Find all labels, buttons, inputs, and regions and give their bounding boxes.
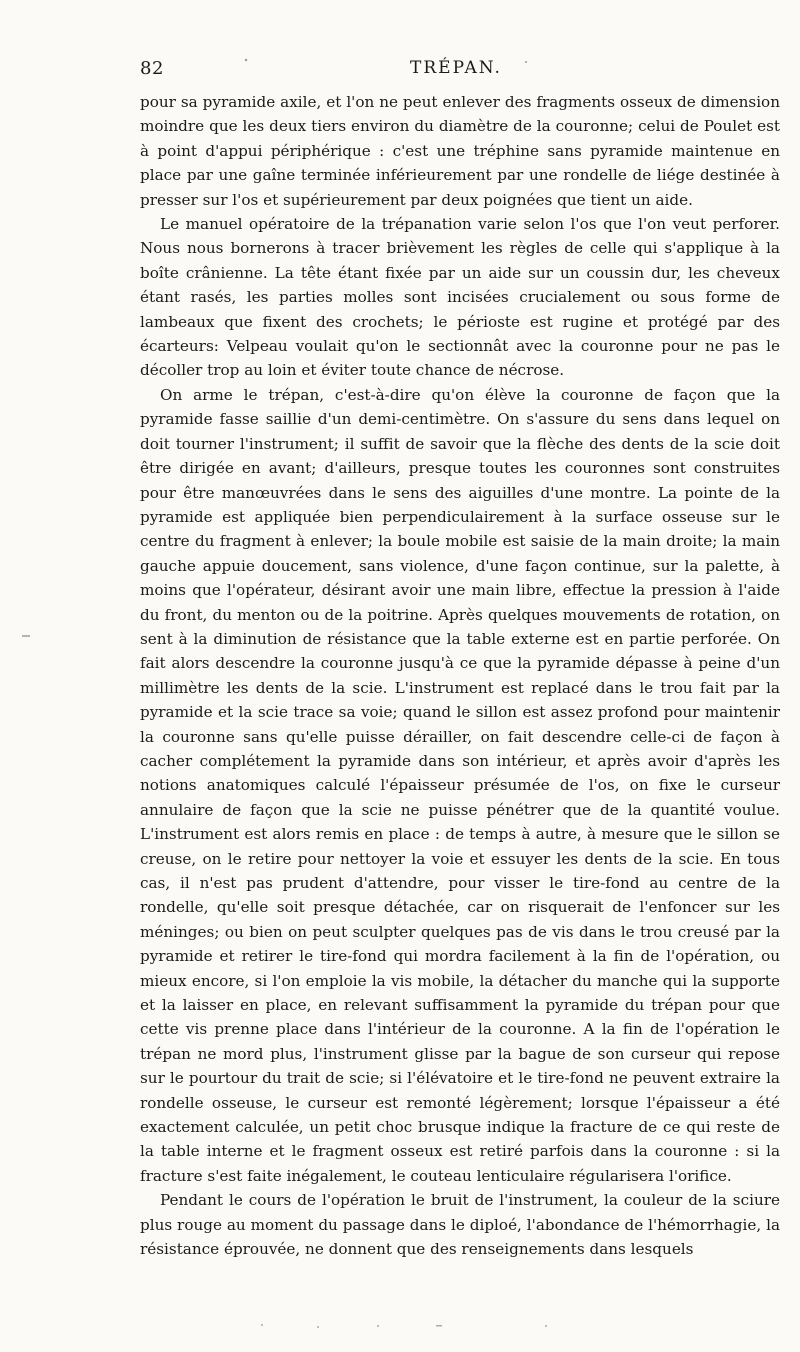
page-number: 82 bbox=[140, 58, 164, 79]
running-title: TRÉPAN. bbox=[410, 58, 502, 78]
paragraph-manuel-operatoire: Le manuel opératoire de la trépanation varie selon l'os que l'on veut perforer. Nous nous bornerons à tracer brièvement les règles de celle qui s'applique à la boîte crânienne. La tête étant fixée par un aide sur un coussin dur, les cheveux étant rasés, les parties molles sont incisées crucialement ou sous forme de lambeaux que fixent des crochets; le périoste est rugine et protégé par des écarteurs: Velpeau voulait qu'on le sectionnât avec la couronne pour ne pas le décoller trop au loin et éviter toute chance de nécrose. bbox=[140, 215, 780, 380]
running-head bbox=[132, 58, 780, 86]
paragraph-cours-operation: Pendant le cours de l'opération le bruit de l'instrument, la couleur de la sciure plus rouge au moment du passage dans le diploé, l'abondance de l'hémorrhagie, la résistance éprouvée, ne donnent que des renseignements dans lesquels bbox=[140, 1191, 780, 1259]
paragraph-armer-trepan: On arme le trépan, c'est-à-dire qu'on élève la couronne de façon que la pyramide fasse saillie d'un demi-centimètre. On s'assure du sens dans lequel on doit tourner l'instrument; il suffit de savoir que la flèche des dents de la scie doit être dirigée en avant; d'ailleurs, presque toutes les couronnes sont construites pour être manœuvrées dans le sens des aiguilles d'une montre. La pointe de la pyramide est appliquée bien perpendiculairement à la surface osseuse sur le centre du fragment à enlever; la boule mobile est saisie de la main droite; la main gauche appuie doucement, sans violence, d'une façon continue, sur la palette, à moins que l'opérateur, désirant avoir une main libre, effectue la pression à l'aide du front, du menton ou de la poitrine. Après quelques mouvements de rotation, on sent à la diminution de résistance que la table externe est en partie perforée. On fait alors descendre la couronne jusqu'à ce que la pyramide dépasse à peine d'un millimètre les dents de la scie. L'instrument est replacé dans le trou fait par la pyramide et la scie trace sa voie; quand le sillon est assez profond pour maintenir la couronne sans qu'elle puisse dérailler, on fait descendre celle-ci de façon à cacher complétement la pyramide dans son intérieur, et après avoir d'après les notions anatomiques calculé l'épaisseur présumée de l'os, on fixe le curseur annulaire de façon que la scie ne puisse pénétrer que de la quantité voulue. L'instrument est alors remis en place : de temps à autre, à mesure que le sillon se creuse, on le retire pour nettoyer la voie et essuyer les dents de la scie. En tous cas, il n'est pas prudent d'attendre, pour visser le tire-fond au centre de la rondelle, qu'elle soit presque détachée, car on risquerait de l'enfoncer sur les méninges; ou bien on peut sculpter quelques pas de vis dans le trou creusé par la pyramide et retirer le tire-fond qui mordra facilement à la fin de l'opération, ou mieux encore, si l'on emploie la vis mobile, la détacher du manche qui la supporte et la laisser en place, en relevant suffisamment la pyramide du trépan pour que cette vis prenne place dans l'intérieur de la couronne. A la fin de l'opération le trépan ne mord plus, l'instrument glisse par la bague de son curseur qui repose sur le pourtour du trait de scie; si l'élévatoire et le tire-fond ne peuvent extraire la rondelle osseuse, le curseur est remonté légèrement; lorsque l'épaisseur a été exactement calculée, un petit choc brusque indique la fracture de ce qui reste de la table interne et le fragment osseux est retiré parfois dans la couronne : si la fracture s'est faite inégalement, le couteau lenticulaire régularisera l'orifice. bbox=[140, 385, 780, 1185]
margin-speck bbox=[22, 635, 30, 637]
body-text bbox=[140, 90, 780, 1262]
paragraph-continuation: pour sa pyramide axile, et l'on ne peut enlever des fragments osseux de dimension moindre que les deux tiers environ du diamètre de la couronne; celui de Poulet est à point d'appui périphérique : c'est une tréphine sans pyramide maintenue en place par une gaîne terminée inférieurement par une rondelle de liége destinée à presser sur l'os et supérieurement par deux poignées que tient un aide. bbox=[140, 93, 780, 209]
